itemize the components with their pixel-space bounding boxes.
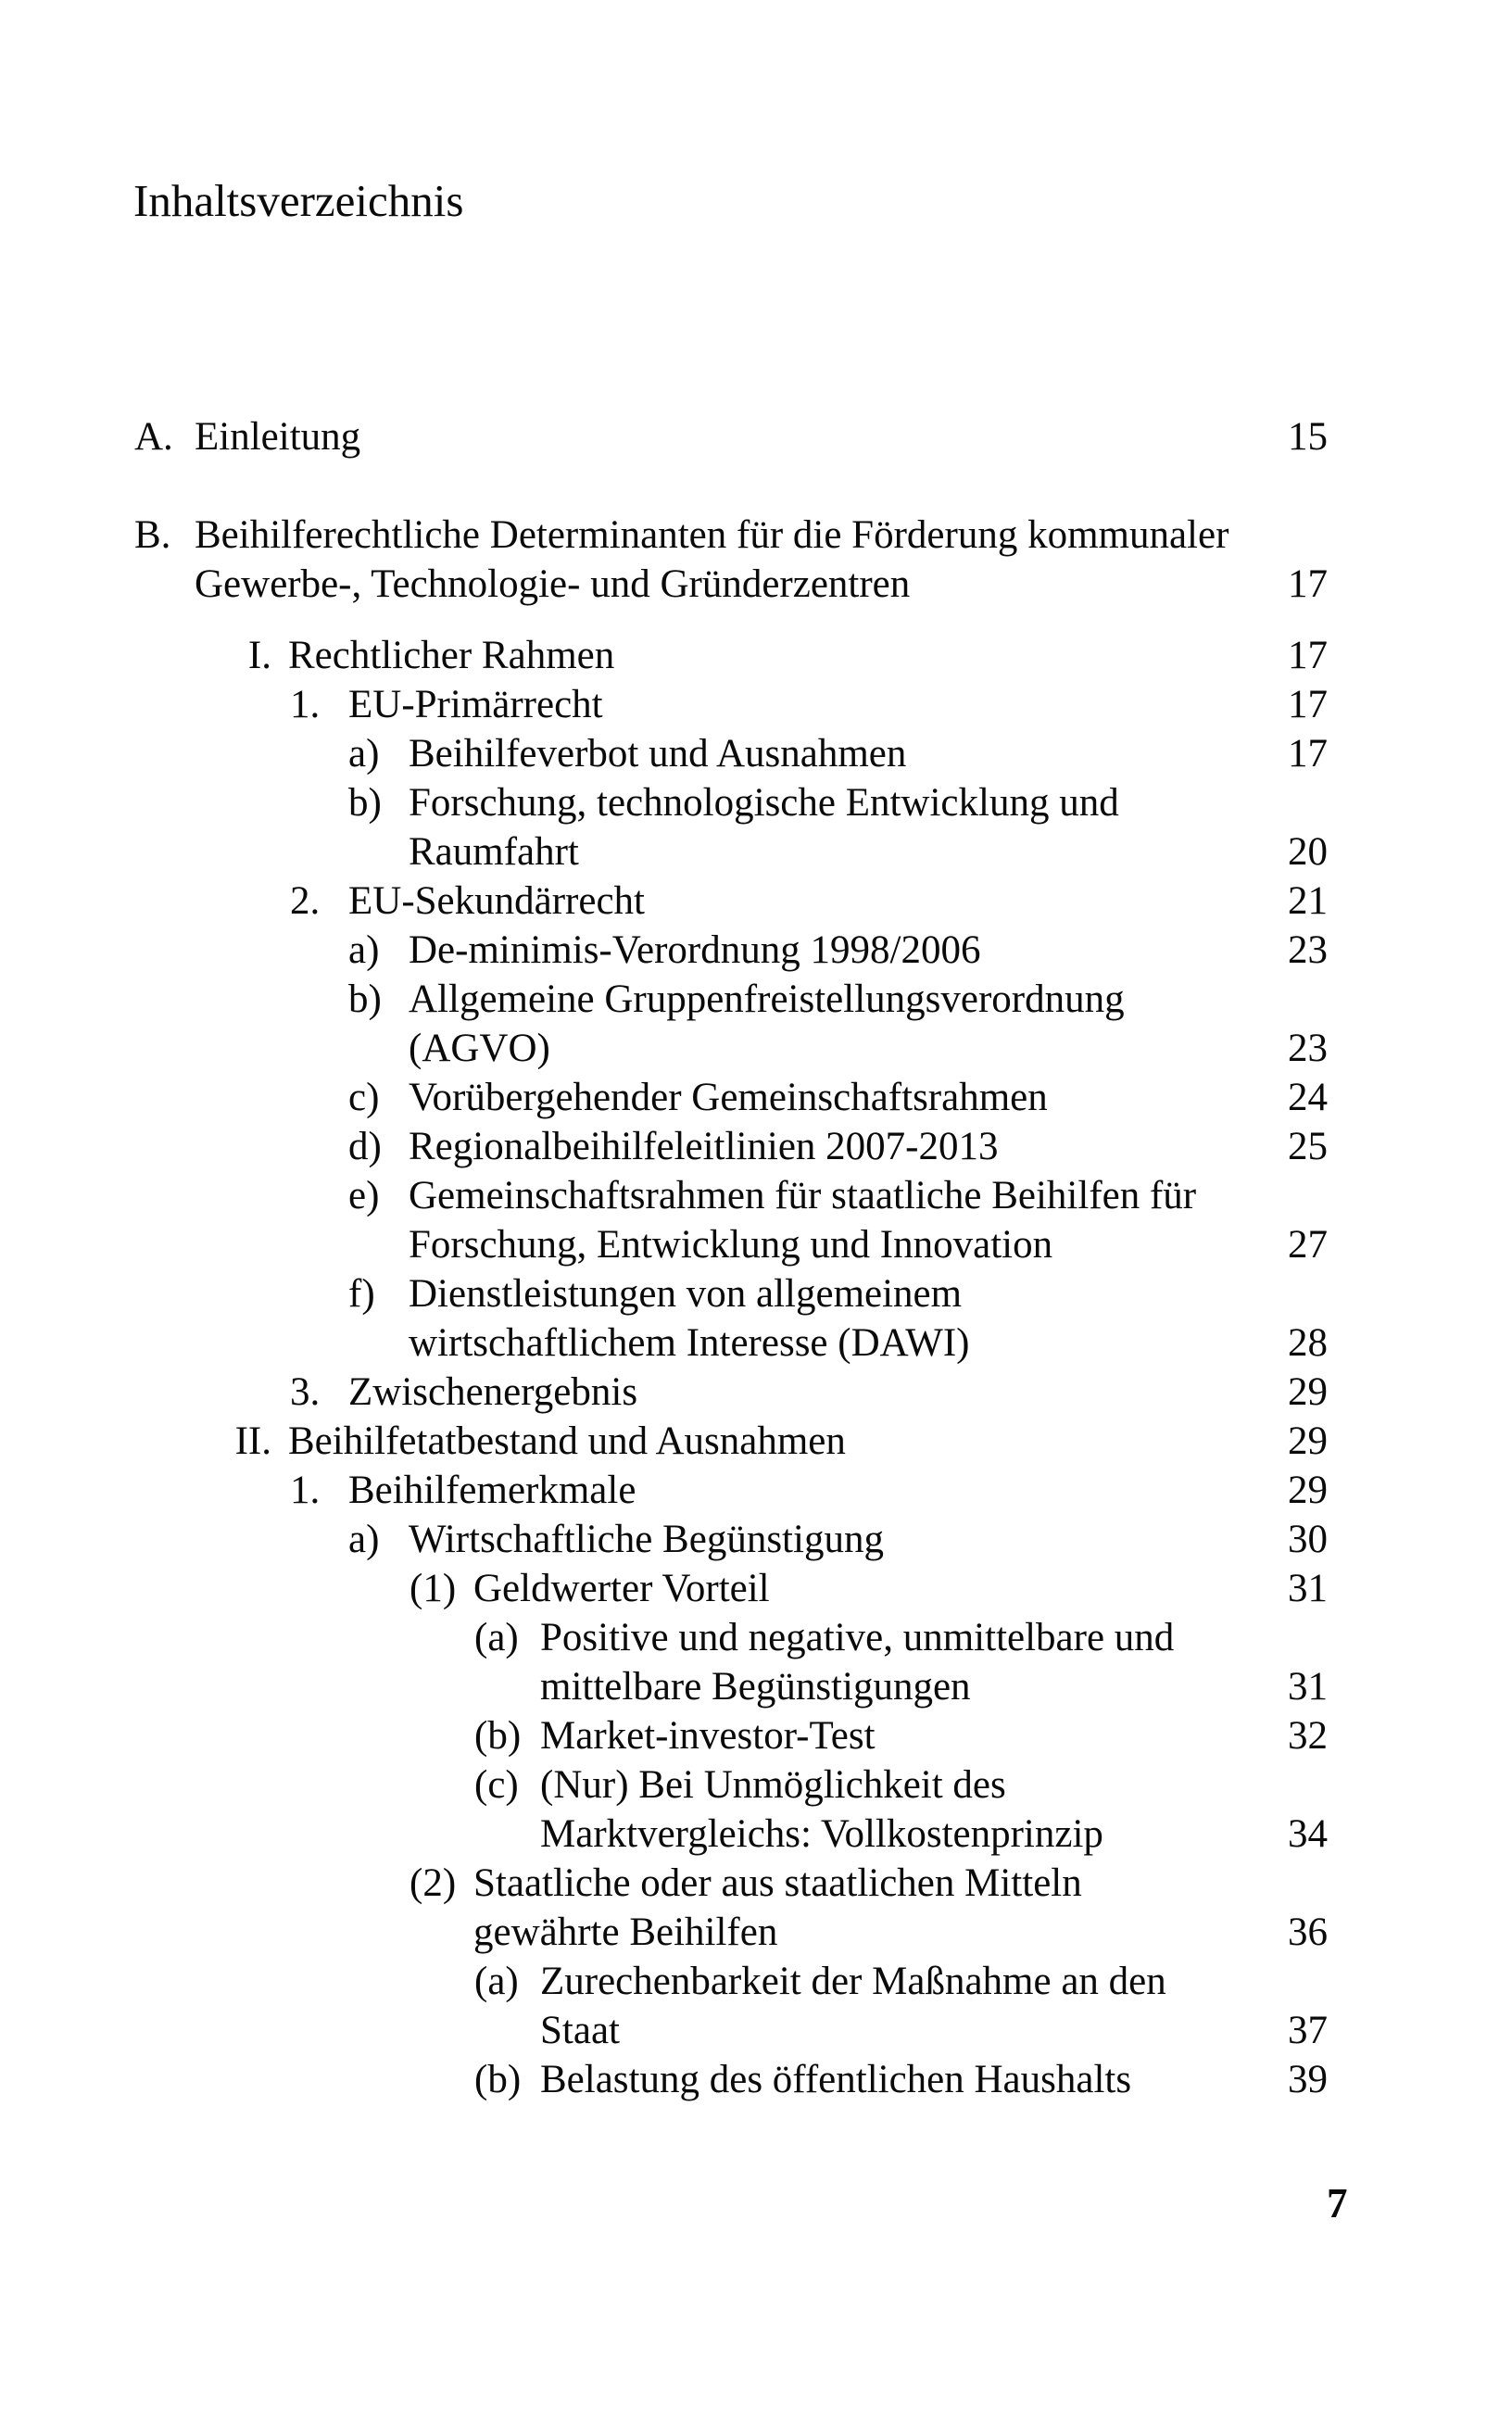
toc-entry-number: A. — [134, 415, 173, 459]
toc-entry[interactable] — [0, 1122, 1512, 1171]
page-number: 7 — [1327, 2180, 1348, 2226]
toc-entry[interactable] — [0, 1368, 1512, 1417]
toc-entry-title-continuation: wirtschaftlichem Interesse (DAWI) — [409, 1321, 970, 1365]
toc-entry-title: (Nur) Bei Unmöglichkeit des — [540, 1763, 1006, 1807]
toc-entry-title: Geldwerter Vorteil — [473, 1567, 770, 1610]
toc-entry-page: 23 — [1288, 928, 1328, 972]
toc-entry-number: (2) — [410, 1861, 457, 1905]
toc-entry-title: De-minimis-Verordnung 1998/2006 — [409, 928, 981, 972]
toc-entry[interactable] — [0, 511, 1512, 609]
toc-entry[interactable] — [0, 1171, 1512, 1269]
toc-entry-title: Dienstleistungen von allgemeinem — [409, 1272, 963, 1316]
toc-entry-title-continuation: Gewerbe-, Technologie- und Gründerzentren — [195, 562, 911, 606]
toc-entry-number: c) — [348, 1076, 380, 1119]
toc-entry-title: Gemeinschaftsrahmen für staatliche Beihilfen für — [409, 1174, 1197, 1217]
toc-entry-page: 29 — [1288, 1419, 1328, 1463]
toc-entry-page: 39 — [1288, 2058, 1328, 2101]
toc-entry-number: a) — [348, 1518, 380, 1561]
toc-entry-number: e) — [348, 1174, 380, 1217]
toc-entry-page: 30 — [1288, 1518, 1328, 1561]
toc-entry-title: EU-Primärrecht — [348, 683, 603, 726]
toc-entry-number: 3. — [290, 1370, 321, 1414]
toc-entry-title: Belastung des öffentlichen Haushalts — [540, 2058, 1132, 2101]
toc-entry-title: Zurechenbarkeit der Maßnahme an den — [540, 1960, 1166, 2003]
toc-entry-title: Rechtlicher Rahmen — [288, 634, 615, 677]
toc-entry[interactable] — [0, 877, 1512, 926]
toc-entry-title-continuation: Raumfahrt — [409, 830, 579, 874]
toc-entry[interactable] — [0, 1957, 1512, 2055]
toc-entry-page: 29 — [1288, 1370, 1328, 1414]
toc-entry-page: 27 — [1288, 1223, 1328, 1267]
toc-entry[interactable] — [0, 680, 1512, 729]
toc-entry-title: Beihilferechtliche Determinanten für die Förderung kommunaler — [195, 513, 1229, 557]
toc-entry-page: 32 — [1288, 1714, 1328, 1758]
toc-entry[interactable] — [0, 1564, 1512, 1613]
toc-entry-page: 15 — [1288, 415, 1328, 459]
toc-entry-page: 31 — [1288, 1665, 1328, 1709]
toc-entry-page: 31 — [1288, 1567, 1328, 1610]
toc-entry-title-continuation: mittelbare Begünstigungen — [540, 1665, 971, 1709]
toc-entry-page: 21 — [1288, 879, 1328, 923]
toc-entry-title: Allgemeine Gruppenfreistellungsverordnung — [409, 977, 1125, 1021]
toc-entry-title: Beihilfemerkmale — [348, 1469, 636, 1512]
toc-entry-number: 2. — [290, 879, 321, 923]
toc-entry-title: Vorübergehender Gemeinschaftsrahmen — [409, 1076, 1048, 1119]
toc-entry-title: Wirtschaftliche Begünstigung — [409, 1518, 884, 1561]
toc-entry[interactable] — [0, 778, 1512, 877]
toc-entry-page: 17 — [1288, 683, 1328, 726]
toc-entry-number: I. — [247, 634, 271, 677]
toc-entry-title-continuation: (AGVO) — [409, 1027, 550, 1070]
toc-entry-title: Market-investor-Test — [540, 1714, 876, 1758]
toc-entry-title: Forschung, technologische Entwicklung und — [409, 781, 1119, 825]
toc-entry-page: 34 — [1288, 1812, 1328, 1856]
toc-entry-title: Staatliche oder aus staatlichen Mitteln — [473, 1861, 1082, 1905]
toc-entry-number: f) — [348, 1272, 375, 1316]
toc-entry-title: EU-Sekundärrecht — [348, 879, 645, 923]
toc-entry-number: 1. — [290, 683, 321, 726]
toc-entry[interactable] — [0, 1859, 1512, 1957]
toc-entry[interactable] — [0, 1613, 1512, 1711]
toc-entry-title-continuation: Marktvergleichs: Vollkostenprinzip — [540, 1812, 1103, 1856]
toc-entry-number: (a) — [474, 1960, 519, 2003]
toc-entry[interactable] — [0, 1466, 1512, 1515]
toc-entry-page: 17 — [1288, 634, 1328, 677]
toc-entry-page: 37 — [1288, 2009, 1328, 2052]
toc-entry[interactable] — [0, 1073, 1512, 1122]
toc-entry-title: Regionalbeihilfeleitlinien 2007-2013 — [409, 1125, 999, 1168]
toc-entry-number: b) — [348, 781, 382, 825]
toc-entry-page: 23 — [1288, 1027, 1328, 1070]
toc-entry-page: 29 — [1288, 1469, 1328, 1512]
toc-entry-title: Positive und negative, unmittelbare und — [540, 1616, 1175, 1659]
toc-entry-page: 24 — [1288, 1076, 1328, 1119]
toc-entry-title: Einleitung — [195, 415, 361, 459]
toc-entry[interactable] — [0, 1760, 1512, 1859]
toc-entry-title-continuation: Staat — [540, 2009, 620, 2052]
toc-entry[interactable] — [0, 2055, 1512, 2104]
toc-entry-title: Beihilfeverbot und Ausnahmen — [409, 732, 907, 776]
toc-entry[interactable] — [0, 1711, 1512, 1760]
toc-entry-number: 1. — [290, 1469, 321, 1512]
toc-entry[interactable] — [0, 1269, 1512, 1368]
toc-entry-title-continuation: Forschung, Entwicklung und Innovation — [409, 1223, 1053, 1267]
toc-entry-number: (c) — [474, 1763, 519, 1807]
page-title: Inhaltsverzeichnis — [133, 175, 464, 226]
toc-entry-number: d) — [348, 1125, 382, 1168]
toc-entry-number: (b) — [474, 1714, 522, 1758]
toc-entry-title: Beihilfetatbestand und Ausnahmen — [288, 1419, 846, 1463]
toc-entry[interactable] — [0, 1417, 1512, 1466]
toc-entry-number: (b) — [474, 2058, 522, 2101]
toc-entry[interactable] — [0, 975, 1512, 1073]
toc-entry[interactable] — [0, 729, 1512, 778]
toc-entry-page: 36 — [1288, 1911, 1328, 1954]
toc-entry[interactable] — [0, 926, 1512, 975]
toc-entry-page: 17 — [1288, 562, 1328, 606]
toc-entry[interactable] — [0, 631, 1512, 680]
toc-entry-number: B. — [134, 513, 171, 557]
toc-entry[interactable] — [0, 1515, 1512, 1564]
toc-entry-title-continuation: gewährte Beihilfen — [473, 1911, 778, 1954]
toc-entry-number: b) — [348, 977, 382, 1021]
toc-entry-number: (1) — [410, 1567, 457, 1610]
toc-entry-page: 20 — [1288, 830, 1328, 874]
toc-entry-number: a) — [348, 928, 380, 972]
toc-entry-number: a) — [348, 732, 380, 776]
toc-entry-page: 25 — [1288, 1125, 1328, 1168]
toc-entry-page: 17 — [1288, 732, 1328, 776]
toc-entry-number: II. — [234, 1419, 271, 1463]
toc-entry-page: 28 — [1288, 1321, 1328, 1365]
toc-entry[interactable] — [0, 412, 1512, 461]
toc-entry-number: (a) — [474, 1616, 519, 1659]
toc-entry-title: Zwischenergebnis — [348, 1370, 638, 1414]
